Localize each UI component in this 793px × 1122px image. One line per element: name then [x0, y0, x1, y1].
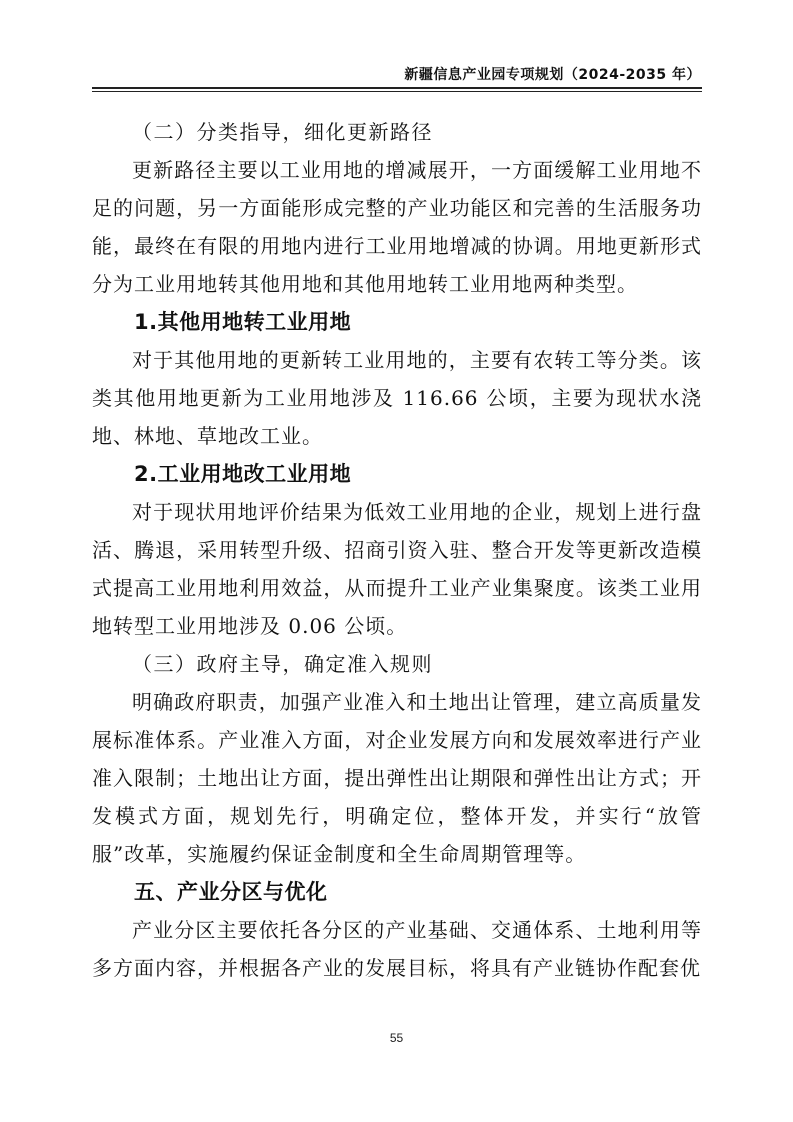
section-heading: 2.工业用地改工业用地 [134, 462, 352, 486]
section-heading: 五、产业分区与优化 [134, 880, 328, 904]
subsection-heading: （三）政府主导，确定准入规则 [132, 652, 433, 676]
body-paragraph: 对于其他用地的更新转工业用地的，主要有农转工等分类。该类其他用地更新为工业用地涉及 116.66 公顷，主要为现状水浇地、林地、草地改工业。 [92, 348, 702, 448]
body-paragraph: 产业分区主要依托各分区的产业基础、交通体系、土地利用等多方面内容，并根据各产业的发展目标，将具有产业链协作配套优 [92, 918, 702, 980]
body-paragraph: 明确政府职责，加强产业准入和土地出让管理，建立高质量发展标准体系。产业准入方面，对企业发展方向和发展效率进行产业准入限制；土地出让方面，提出弹性出让期限和弹性出让方式；开发模式方面，规划先行，明确定位，整体开发，并实行“放管服”改革，实施履约保证金制度和全生命周期管理等。 [92, 690, 702, 866]
header-title: 新疆信息产业园专项规划（2024-2035 年） [404, 67, 701, 83]
body-paragraph: 更新路径主要以工业用地的增减展开，一方面缓解工业用地不足的问题，另一方面能形成完整的产业功能区和完善的生活服务功能，最终在有限的用地内进行工业用地增减的协调。用地更新形式分为工业用地转其他用地和其他用地转工业用地两种类型。 [92, 158, 702, 296]
subsection-heading: （二）分类指导，细化更新路径 [132, 120, 433, 144]
body-paragraph: 对于现状用地评价结果为低效工业用地的企业，规划上进行盘活、腾退，采用转型升级、招商引资入驻、整合开发等更新改造模式提高工业用地利用效益，从而提升工业产业集聚度。该类工业用地转型工业用地涉及 0.06 公顷。 [92, 500, 702, 638]
document-body [92, 113, 702, 987]
header-rule [92, 87, 702, 89]
page-number: 55 [389, 1031, 404, 1045]
section-heading: 1.其他用地转工业用地 [134, 310, 352, 334]
header-rule-thin [92, 91, 702, 92]
